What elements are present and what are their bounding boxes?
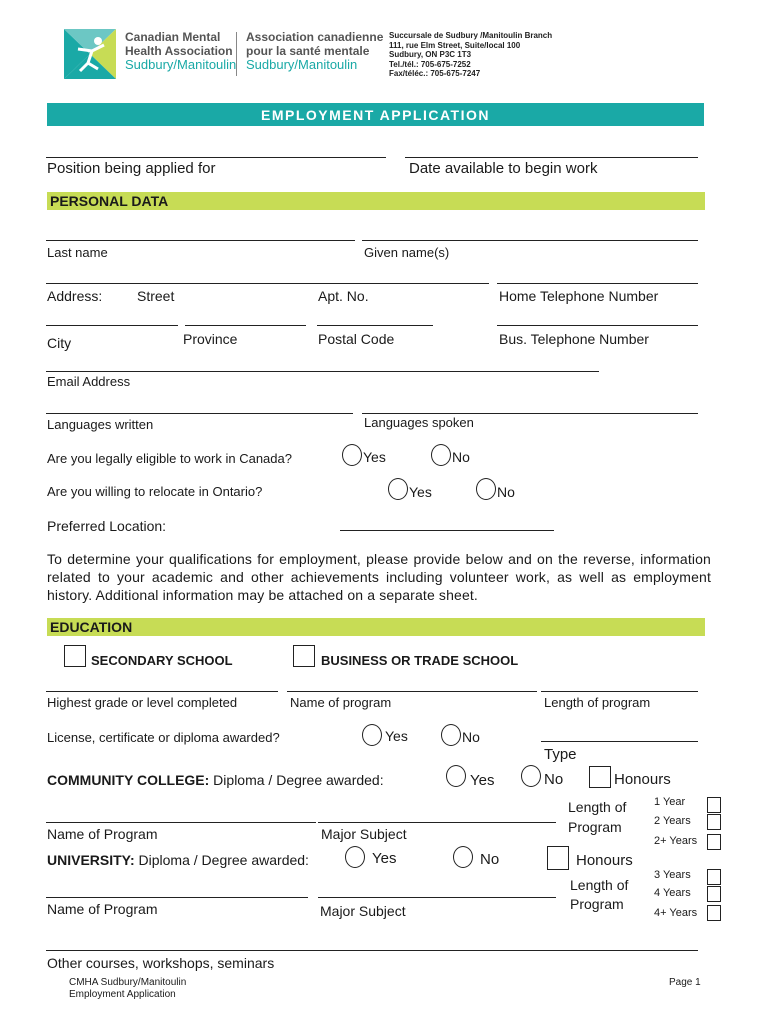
- university-program-field-line[interactable]: [46, 897, 308, 898]
- license-no-label: No: [462, 729, 480, 745]
- license-yes-label: Yes: [385, 728, 408, 744]
- lang-written-field-line[interactable]: [46, 413, 353, 414]
- type-label: Type: [544, 746, 577, 763]
- cmha-logo: [64, 29, 116, 79]
- university-4-years-checkbox[interactable]: [707, 886, 721, 902]
- relocate-yes-radio[interactable]: [388, 478, 408, 500]
- program-length-label: Length of program: [544, 695, 651, 710]
- logo-divider: [236, 32, 237, 76]
- preferred-location-label: Preferred Location:: [47, 518, 167, 534]
- secondary-school-checkbox[interactable]: [64, 645, 86, 667]
- city-label: City: [47, 335, 72, 351]
- org-name-en: [125, 30, 236, 72]
- college-major-field-line[interactable]: [318, 822, 556, 823]
- highest-grade-label: Highest grade or level completed: [47, 695, 238, 710]
- highest-grade-field-line[interactable]: [46, 691, 278, 692]
- college-year-1-label: 1 Year: [654, 796, 686, 808]
- program-length-field-line[interactable]: [541, 691, 698, 692]
- org-name-en-line2: Health Association: [125, 44, 233, 58]
- university-yes-radio[interactable]: [345, 846, 365, 868]
- type-field-line[interactable]: [541, 741, 698, 742]
- city-field-line[interactable]: [46, 325, 178, 326]
- college-honours-checkbox[interactable]: [589, 766, 611, 788]
- college-honours-label: Honours: [614, 771, 671, 788]
- eligible-no-radio[interactable]: [431, 444, 451, 466]
- org-name-fr-line1: Association canadienne: [246, 30, 384, 44]
- eligible-no-label: No: [452, 449, 470, 465]
- org-name-fr: [246, 30, 383, 72]
- address-line: Sudbury, ON P3C 1T3: [389, 50, 472, 59]
- university-honours-checkbox[interactable]: [547, 846, 569, 870]
- college-yes-radio[interactable]: [446, 765, 466, 787]
- university-length-line2: Program: [570, 896, 624, 912]
- address-field-line[interactable]: [46, 283, 489, 284]
- business-school-label: BUSINESS OR TRADE SCHOOL: [321, 653, 519, 668]
- college-program-label: Name of Program: [47, 826, 158, 842]
- education-heading: EDUCATION: [50, 619, 133, 635]
- secondary-school-label: SECONDARY SCHOOL: [91, 653, 233, 668]
- last-name-label: Last name: [47, 245, 108, 260]
- cmha-logo-icon: [64, 29, 116, 79]
- personal-data-header: [47, 192, 705, 210]
- college-year-2-label: 2 Years: [654, 815, 691, 827]
- university-program-label: Name of Program: [47, 901, 158, 917]
- relocate-no-label: No: [497, 484, 515, 500]
- university-yes-label: Yes: [372, 850, 397, 867]
- footer-line1: CMHA Sudbury/Manitoulin: [69, 977, 187, 988]
- university-4plus-years-checkbox[interactable]: [707, 905, 721, 921]
- bus-phone-field-line[interactable]: [497, 325, 698, 326]
- footer-left: [69, 977, 186, 1001]
- org-address: [389, 31, 552, 79]
- college-1-year-checkbox[interactable]: [707, 797, 721, 813]
- position-label: Position being applied for: [47, 160, 216, 177]
- university-year-3-label: 4+ Years: [654, 907, 698, 919]
- date-available-label: Date available to begin work: [409, 160, 598, 177]
- address-line: Succursale de Sudbury /Manitoulin Branch: [389, 31, 553, 40]
- college-label: [47, 772, 384, 788]
- university-label: [47, 852, 309, 868]
- org-name-en-line1: Canadian Mental: [125, 30, 221, 44]
- bus-phone-label: Bus. Telephone Number: [499, 331, 649, 347]
- personal-data-heading: PERSONAL DATA: [50, 193, 169, 209]
- university-label-bold: UNIVERSITY:: [47, 852, 135, 868]
- university-year-1-label: 3 Years: [654, 869, 691, 881]
- university-3-years-checkbox[interactable]: [707, 869, 721, 885]
- date-available-field-line[interactable]: [405, 157, 698, 158]
- college-2-years-checkbox[interactable]: [707, 814, 721, 830]
- address-line: 111, rue Elm Street, Suite/local 100: [389, 40, 521, 50]
- other-courses-field-line[interactable]: [46, 950, 698, 951]
- relocate-yes-label: Yes: [409, 484, 432, 500]
- org-name-en-line3: Sudbury/Manitoulin: [125, 57, 237, 72]
- university-length-label: [570, 876, 628, 914]
- program-name-label: Name of program: [290, 695, 392, 710]
- eligible-question: Are you legally eligible to work in Canada?: [47, 451, 292, 466]
- province-field-line[interactable]: [185, 325, 306, 326]
- university-year-2-label: 4 Years: [654, 887, 691, 899]
- university-major-label: Major Subject: [320, 903, 406, 919]
- lang-spoken-label: Languages spoken: [364, 415, 474, 430]
- eligible-yes-label: Yes: [363, 449, 386, 465]
- college-length-line2: Program: [568, 819, 622, 835]
- college-label-bold: COMMUNITY COLLEGE:: [47, 772, 210, 788]
- university-length-line1: Length of: [570, 877, 629, 893]
- province-label: Province: [183, 331, 238, 347]
- license-question: License, certificate or diploma awarded?: [47, 730, 280, 745]
- college-year-3-label: 2+ Years: [654, 835, 698, 847]
- last-name-field-line[interactable]: [46, 240, 355, 241]
- relocate-question: Are you willing to relocate in Ontario?: [47, 484, 263, 499]
- address-line: Fax/téléc.: 705-675-7247: [389, 69, 481, 78]
- address-label: Address:: [47, 288, 103, 304]
- given-names-label: Given name(s): [364, 245, 450, 260]
- university-label-rest: Diploma / Degree awarded:: [134, 852, 309, 868]
- college-no-label: No: [544, 771, 564, 788]
- postal-label: Postal Code: [318, 331, 395, 347]
- eligible-yes-radio[interactable]: [342, 444, 362, 466]
- college-label-rest: Diploma / Degree awarded:: [209, 772, 384, 788]
- university-no-label: No: [480, 851, 500, 868]
- college-no-radio[interactable]: [521, 765, 541, 787]
- university-honours-label: Honours: [576, 852, 633, 869]
- program-name-field-line[interactable]: [287, 691, 537, 692]
- street-label: Street: [137, 288, 175, 304]
- lang-spoken-field-line[interactable]: [362, 413, 698, 414]
- position-field-line[interactable]: [46, 157, 386, 158]
- postal-field-line[interactable]: [317, 325, 433, 326]
- business-school-checkbox[interactable]: [293, 645, 315, 667]
- college-yes-label: Yes: [470, 772, 495, 789]
- address-line: Tel./tél.: 705-675-7252: [389, 59, 471, 69]
- apt-label: Apt. No.: [318, 288, 369, 304]
- university-no-radio[interactable]: [453, 846, 473, 868]
- relocate-no-radio[interactable]: [476, 478, 496, 500]
- page-title: EMPLOYMENT APPLICATION: [261, 107, 490, 123]
- license-no-radio[interactable]: [441, 724, 461, 746]
- education-header: [47, 618, 705, 636]
- intro-paragraph: To determine your qualifications for employment, please provide below and on the reverse, information related to your academic and other achievements including volunteer work, as well as employment history. Additional information may be attached on a separate sheet.: [47, 551, 711, 603]
- university-major-field-line[interactable]: [318, 897, 556, 898]
- other-courses-label: Other courses, workshops, seminars: [47, 955, 275, 971]
- page-number: Page 1: [669, 977, 701, 988]
- license-yes-radio[interactable]: [362, 724, 382, 746]
- college-length-line1: Length of: [568, 799, 627, 815]
- college-2plus-years-checkbox[interactable]: [707, 834, 721, 850]
- preferred-location-field-line[interactable]: [340, 530, 554, 531]
- email-field-line[interactable]: [46, 371, 599, 372]
- org-name-fr-line3: Sudbury/Manitoulin: [246, 57, 358, 72]
- footer-line2: Employment Application: [69, 989, 176, 1000]
- org-name-fr-line2: pour la santé mentale: [246, 44, 370, 58]
- home-phone-field-line[interactable]: [497, 283, 698, 284]
- lang-written-label: Languages written: [47, 417, 154, 432]
- home-phone-label: Home Telephone Number: [499, 288, 659, 304]
- email-label: Email Address: [47, 374, 131, 389]
- college-major-label: Major Subject: [321, 826, 407, 842]
- given-names-field-line[interactable]: [362, 240, 698, 241]
- college-length-label: [568, 797, 626, 837]
- college-program-field-line[interactable]: [46, 822, 316, 823]
